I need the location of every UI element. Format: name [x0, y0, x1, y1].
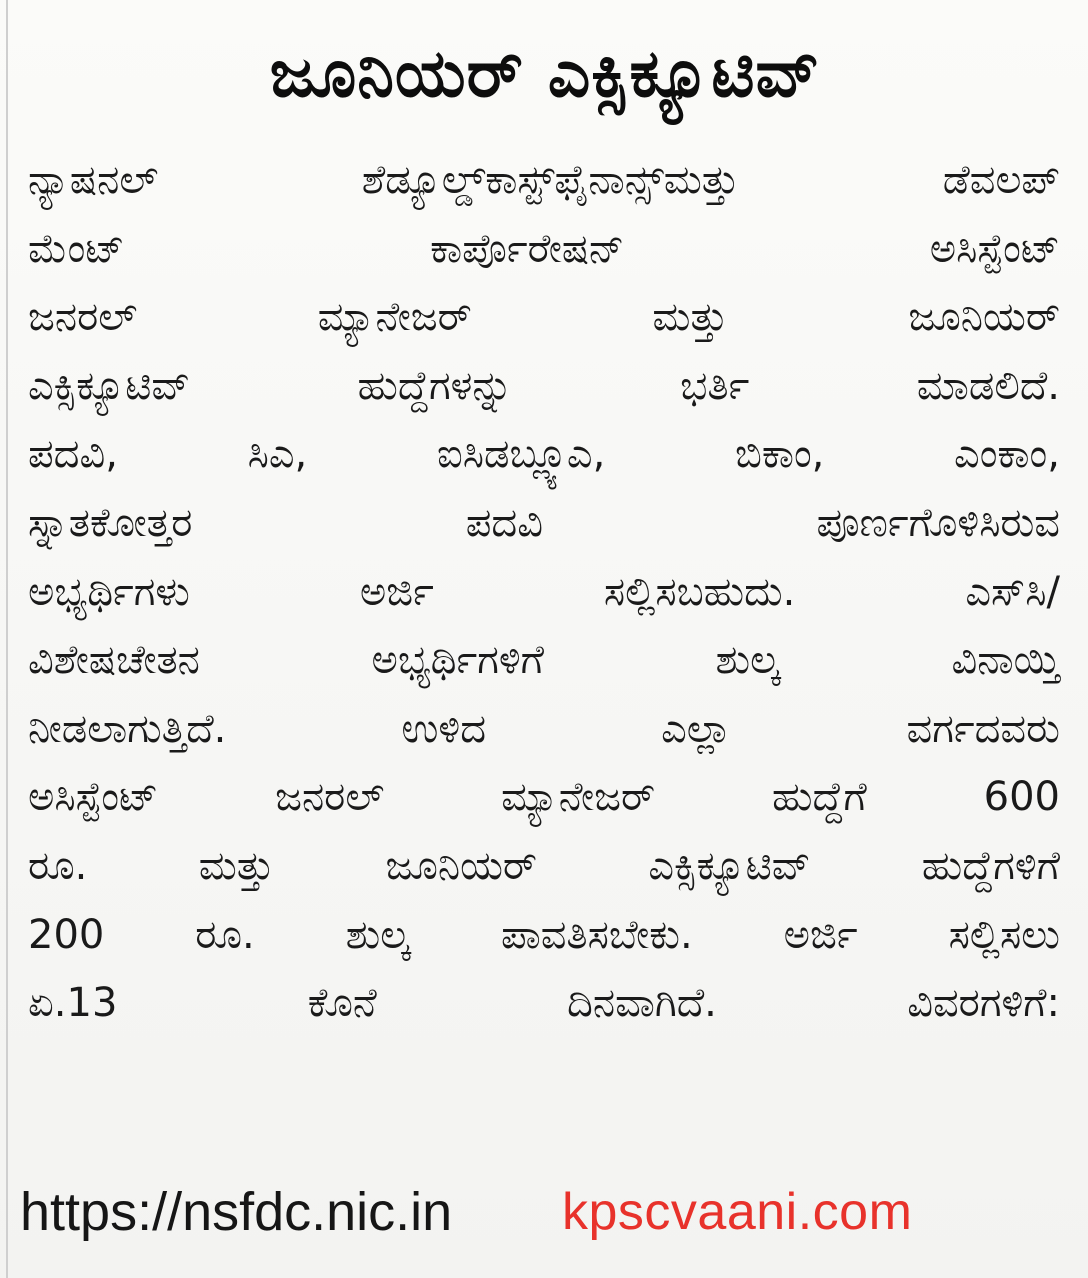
article-word: ರೂ.: [195, 911, 255, 958]
article-word: ಪಾವತಿಸಬೇಕು.: [500, 911, 693, 958]
article-word: ಹುದ್ದೆಗೆ: [772, 774, 867, 821]
article-word: ಎಲ್ಲಾ: [661, 705, 732, 752]
article-word: ಅರ್ಜಿ: [783, 911, 858, 958]
article-line: [28, 832, 1060, 901]
article-word: ವಿನಾಯ್ತಿ: [951, 637, 1060, 684]
article-word: ಎಸ್‌ಸಿ/: [965, 568, 1060, 615]
article-word: ವಿಶೇಷಚೇತನ: [28, 637, 200, 684]
article-word: ಸ್ನಾತಕೋತ್ತರ: [28, 499, 193, 546]
article-word: ಜನರಲ್: [275, 774, 385, 821]
article-word: ಹುದ್ದೆಗಳನ್ನು: [357, 362, 513, 409]
article-word: ಕೊನೆ: [307, 980, 377, 1027]
article-word: ಸಲ್ಲಿಸಬಹುದು.: [603, 568, 796, 615]
article-word: ಬಿಕಾಂ,: [734, 431, 825, 478]
article-word: ಸಲ್ಲಿಸಲು: [948, 911, 1060, 958]
article-footer: [20, 1172, 1070, 1252]
article-line: [28, 901, 1060, 970]
article-word: ಎಂಕಾಂ,: [954, 431, 1060, 478]
article-word: 600: [983, 774, 1060, 821]
article-line: [28, 489, 1060, 558]
article-line: [28, 763, 1060, 832]
article-word: 200: [28, 911, 105, 958]
article-line: [28, 283, 1060, 352]
article-word: ಶುಲ್ಕ: [715, 637, 780, 684]
article-word: ಮೆಂಟ್: [28, 225, 125, 272]
article-word: ಕಾರ್ಪೊರೇಷನ್: [430, 225, 625, 272]
article-body: [28, 146, 1060, 1038]
article-word: ಮ್ಯಾನೇಜರ್: [317, 294, 472, 341]
article-word: ಜೂನಿಯರ್: [908, 294, 1060, 341]
article-word: ಅಭ್ಯರ್ಥಿಗಳು: [28, 568, 190, 615]
article-line: [28, 215, 1060, 284]
article-word: ಐಸಿಡಬ್ಲ್ಯೂಎ,: [436, 431, 606, 478]
article-word: ನ್ಯಾಷನಲ್: [28, 157, 159, 203]
article-word: ಮತ್ತು: [652, 294, 728, 341]
watermark-brand: kpscvaani.com: [562, 1183, 913, 1241]
article-word: ವಿವರಗಳಿಗೆ:: [907, 980, 1060, 1027]
column-divider: [6, 0, 8, 1278]
article-word: ಹುದ್ದೆಗಳಿಗೆ: [921, 842, 1060, 889]
article-word: ಅಸಿಸ್ಟೆಂಟ್: [28, 774, 159, 821]
article-line: [28, 352, 1060, 421]
article-word: ಶುಲ್ಕ: [345, 911, 411, 958]
article-word: ಎಕ್ಸಿಕ್ಯೂಟಿವ್: [648, 842, 811, 889]
article-word: ಪದವಿ,: [28, 431, 118, 478]
article-headline: ಜೂನಿಯರ್ ಎಕ್ಸಿಕ್ಯೂಟಿವ್: [269, 35, 821, 112]
article-word: ಪೂರ್ಣಗೊಳಿಸಿರುವ: [816, 499, 1060, 546]
article-line: [28, 695, 1060, 764]
article-word: ಏ.13: [28, 980, 118, 1027]
article-word: ಅರ್ಜಿ: [359, 568, 434, 615]
article-word: ಮ್ಯಾನೇಜರ್: [501, 774, 656, 821]
article-line: [28, 626, 1060, 695]
article-word: ಎಕ್ಸಿಕ್ಯೂಟಿವ್: [28, 362, 191, 409]
article-word: ಮಾಡಲಿದೆ.: [916, 362, 1060, 409]
article-word: ದಿನವಾಗಿದೆ.: [566, 980, 717, 1027]
article-word: ಅಭ್ಯರ್ಥಿಗಳಿಗೆ: [371, 637, 544, 684]
article-word: ನೀಡಲಾಗುತ್ತಿದೆ.: [28, 705, 227, 752]
article-line: [28, 420, 1060, 489]
article-word: ರೂ.: [28, 842, 88, 889]
article-word: ಮತ್ತು: [198, 842, 275, 889]
article-line: [28, 969, 1060, 1038]
article-word: ವರ್ಗದವರು: [906, 705, 1060, 752]
article-word: ಡೆವಲಪ್: [942, 157, 1060, 203]
article-word: ಭರ್ತಿ: [680, 362, 750, 409]
article-word: ಜೂನಿಯರ್: [385, 842, 538, 889]
article-word: ಅಸಿಸ್ಟೆಂಟ್: [929, 225, 1060, 272]
source-url[interactable]: https://nsfdc.nic.in: [20, 1182, 453, 1242]
article-word: ಉಳಿದ: [401, 705, 487, 752]
article-word: ಜನರಲ್: [28, 294, 138, 341]
article-word: ಶೆಡ್ಯೂಲ್ಡ್‌ಕಾಸ್ಟ್‌ಫೈನಾನ್ಸ್‌ಮತ್ತು: [361, 157, 740, 203]
article-line: [28, 558, 1060, 627]
article-word: ಸಿಎ,: [247, 431, 308, 478]
article-word: ಪದವಿ: [465, 499, 544, 546]
article-line: [28, 146, 1060, 215]
